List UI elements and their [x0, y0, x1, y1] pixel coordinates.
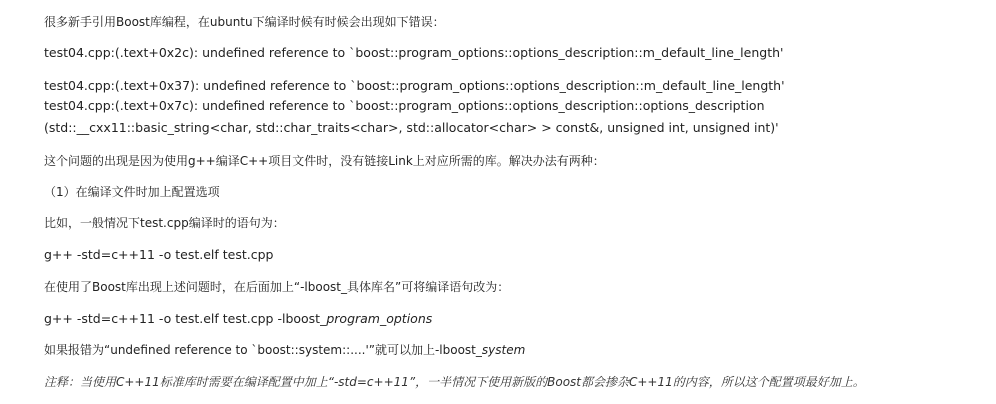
command-line-2-prefix: g++ -std=c++11 -o test.elf test.cpp -lboost_ — [44, 311, 327, 326]
intro-paragraph: 很多新手引用Boost库编程，在ubuntu下编译时候有时候会出现如下错误： — [44, 15, 445, 29]
reason-paragraph: 这个问题的出现是因为使用g++编译C++项目文件时，没有链接Link上对应所需的库。解决办法有两种： — [44, 154, 605, 168]
command-line-1: g++ -std=c++11 -o test.elf test.cpp — [44, 247, 274, 262]
error-hint — [44, 341, 525, 359]
option-1-heading: （1）在编译文件时加上配置选项 — [44, 185, 220, 199]
command-line-2 — [44, 310, 432, 328]
error-line-3b: (std::__cxx11::basic_string<char, std::char_traits<char>, std::allocator<char> > const&, unsigned int, unsigned int)' — [44, 120, 779, 135]
boost-intro: 在使用了Boost库出现上述问题时，在后面加上“-lboost_具体库名”可将编译语句改为： — [44, 280, 510, 294]
error-hint-prefix: 如果报错为“undefined reference to `boost::system::....'”就可以加上-lboost_ — [44, 343, 482, 357]
command-line-2-library: program_options — [326, 311, 433, 326]
error-hint-library: system — [481, 343, 526, 357]
error-line-3a: test04.cpp:(.text+0x7c): undefined reference to `boost::program_options::options_description::options_description — [44, 98, 765, 113]
note-paragraph: 注释：当使用C++11标准库时需要在编译配置中加上“-std=c++11”，一半情况下使用新版的Boost都会掺杂C++11的内容，所以这个配置项最好加上。 — [44, 375, 865, 389]
example-intro: 比如，一般情况下test.cpp编译时的语句为： — [44, 216, 285, 230]
error-line-2: test04.cpp:(.text+0x37): undefined reference to `boost::program_options::options_description::m_default_line_length' — [44, 78, 785, 93]
error-line-1: test04.cpp:(.text+0x2c): undefined reference to `boost::program_options::options_description::m_default_line_length' — [44, 45, 784, 60]
